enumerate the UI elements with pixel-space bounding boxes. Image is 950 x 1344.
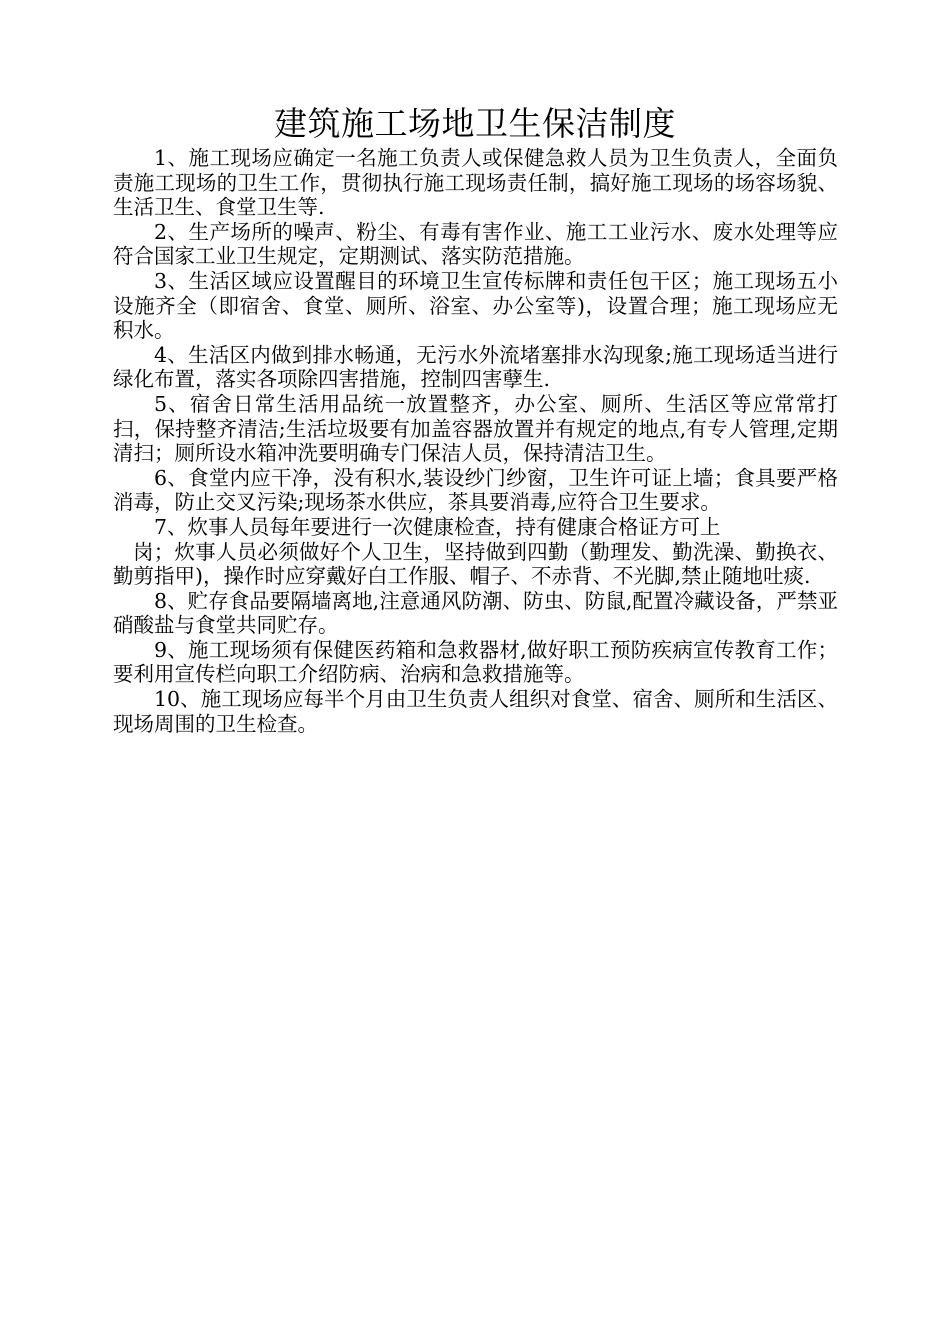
paragraph-4: 4、生活区内做到排水畅通，无污水外流堵塞排水沟现象;施工现场适当进行绿化布置，落实各项除四害措施，控制四害孽生. <box>113 342 838 392</box>
paragraph-3: 3、生活区域应设置醒目的环境卫生宣传标牌和责任包干区；施工现场五小设施齐全（即宿舍、食堂、厕所、浴室、办公室等)，设置合理；施工现场应无积水。 <box>113 268 838 343</box>
paragraph-6: 6、食堂内应干净，没有积水,装设纱门纱窗，卫生许可证上墙；食具要严格消毒，防止交叉污染;现场茶水供应，茶具要消毒,应符合卫生要求。 <box>113 465 838 515</box>
paragraph-1: 1、施工现场应确定一名施工负责人或保健急救人员为卫生负责人，全面负责施工现场的卫生工作，贯彻执行施工现场责任制，搞好施工现场的场容场貌、生活卫生、食堂卫生等. <box>113 146 838 220</box>
document-title: 建筑施工场地卫生保洁制度 <box>274 104 676 143</box>
paragraph-7 <box>113 515 838 540</box>
paragraph-7-first-line: 7、炊事人员每年要进行一次健康检查，持有健康合格证方可上 <box>154 514 721 539</box>
paragraph-8: 8、贮存食品要隔墙离地,注意通风防潮、防虫、防鼠,配置冷藏设备，严禁亚硝酸盐与食堂共同贮存。 <box>113 588 838 638</box>
paragraph-9: 9、施工现场须有保健医药箱和急救器材,做好职工预防疾病宣传教育工作；要利用宣传栏向职工介绍防病、治病和急救措施等。 <box>113 637 838 687</box>
paragraph-10: 10、施工现场应每半个月由卫生负责人组织对食堂、宿舍、厕所和生活区、现场周围的卫生检查。 <box>113 687 838 736</box>
paragraph-2: 2、生产场所的噪声、粉尘、有毒有害作业、施工工业污水、废水处理等应符合国家工业卫生规定，定期测试、落实防范措施。 <box>113 219 838 269</box>
paragraph-7-continued: 岗；炊事人员必须做好个人卫生，坚持做到四勤（勤理发、勤洗澡、勤换衣、勤剪指甲)，操作时应穿戴好白工作服、帽子、不赤背、不光脚,禁止随地吐痰. <box>113 539 838 589</box>
paragraph-5: 5、宿舍日常生活用品统一放置整齐，办公室、厕所、生活区等应常常打扫，保持整齐清洁;生活垃圾要有加盖容器放置并有规定的地点,有专人管理,定期清扫；厕所设水箱冲洗要明确专门保洁人员，保持清洁卫生。 <box>113 391 838 466</box>
document-body <box>113 146 838 736</box>
